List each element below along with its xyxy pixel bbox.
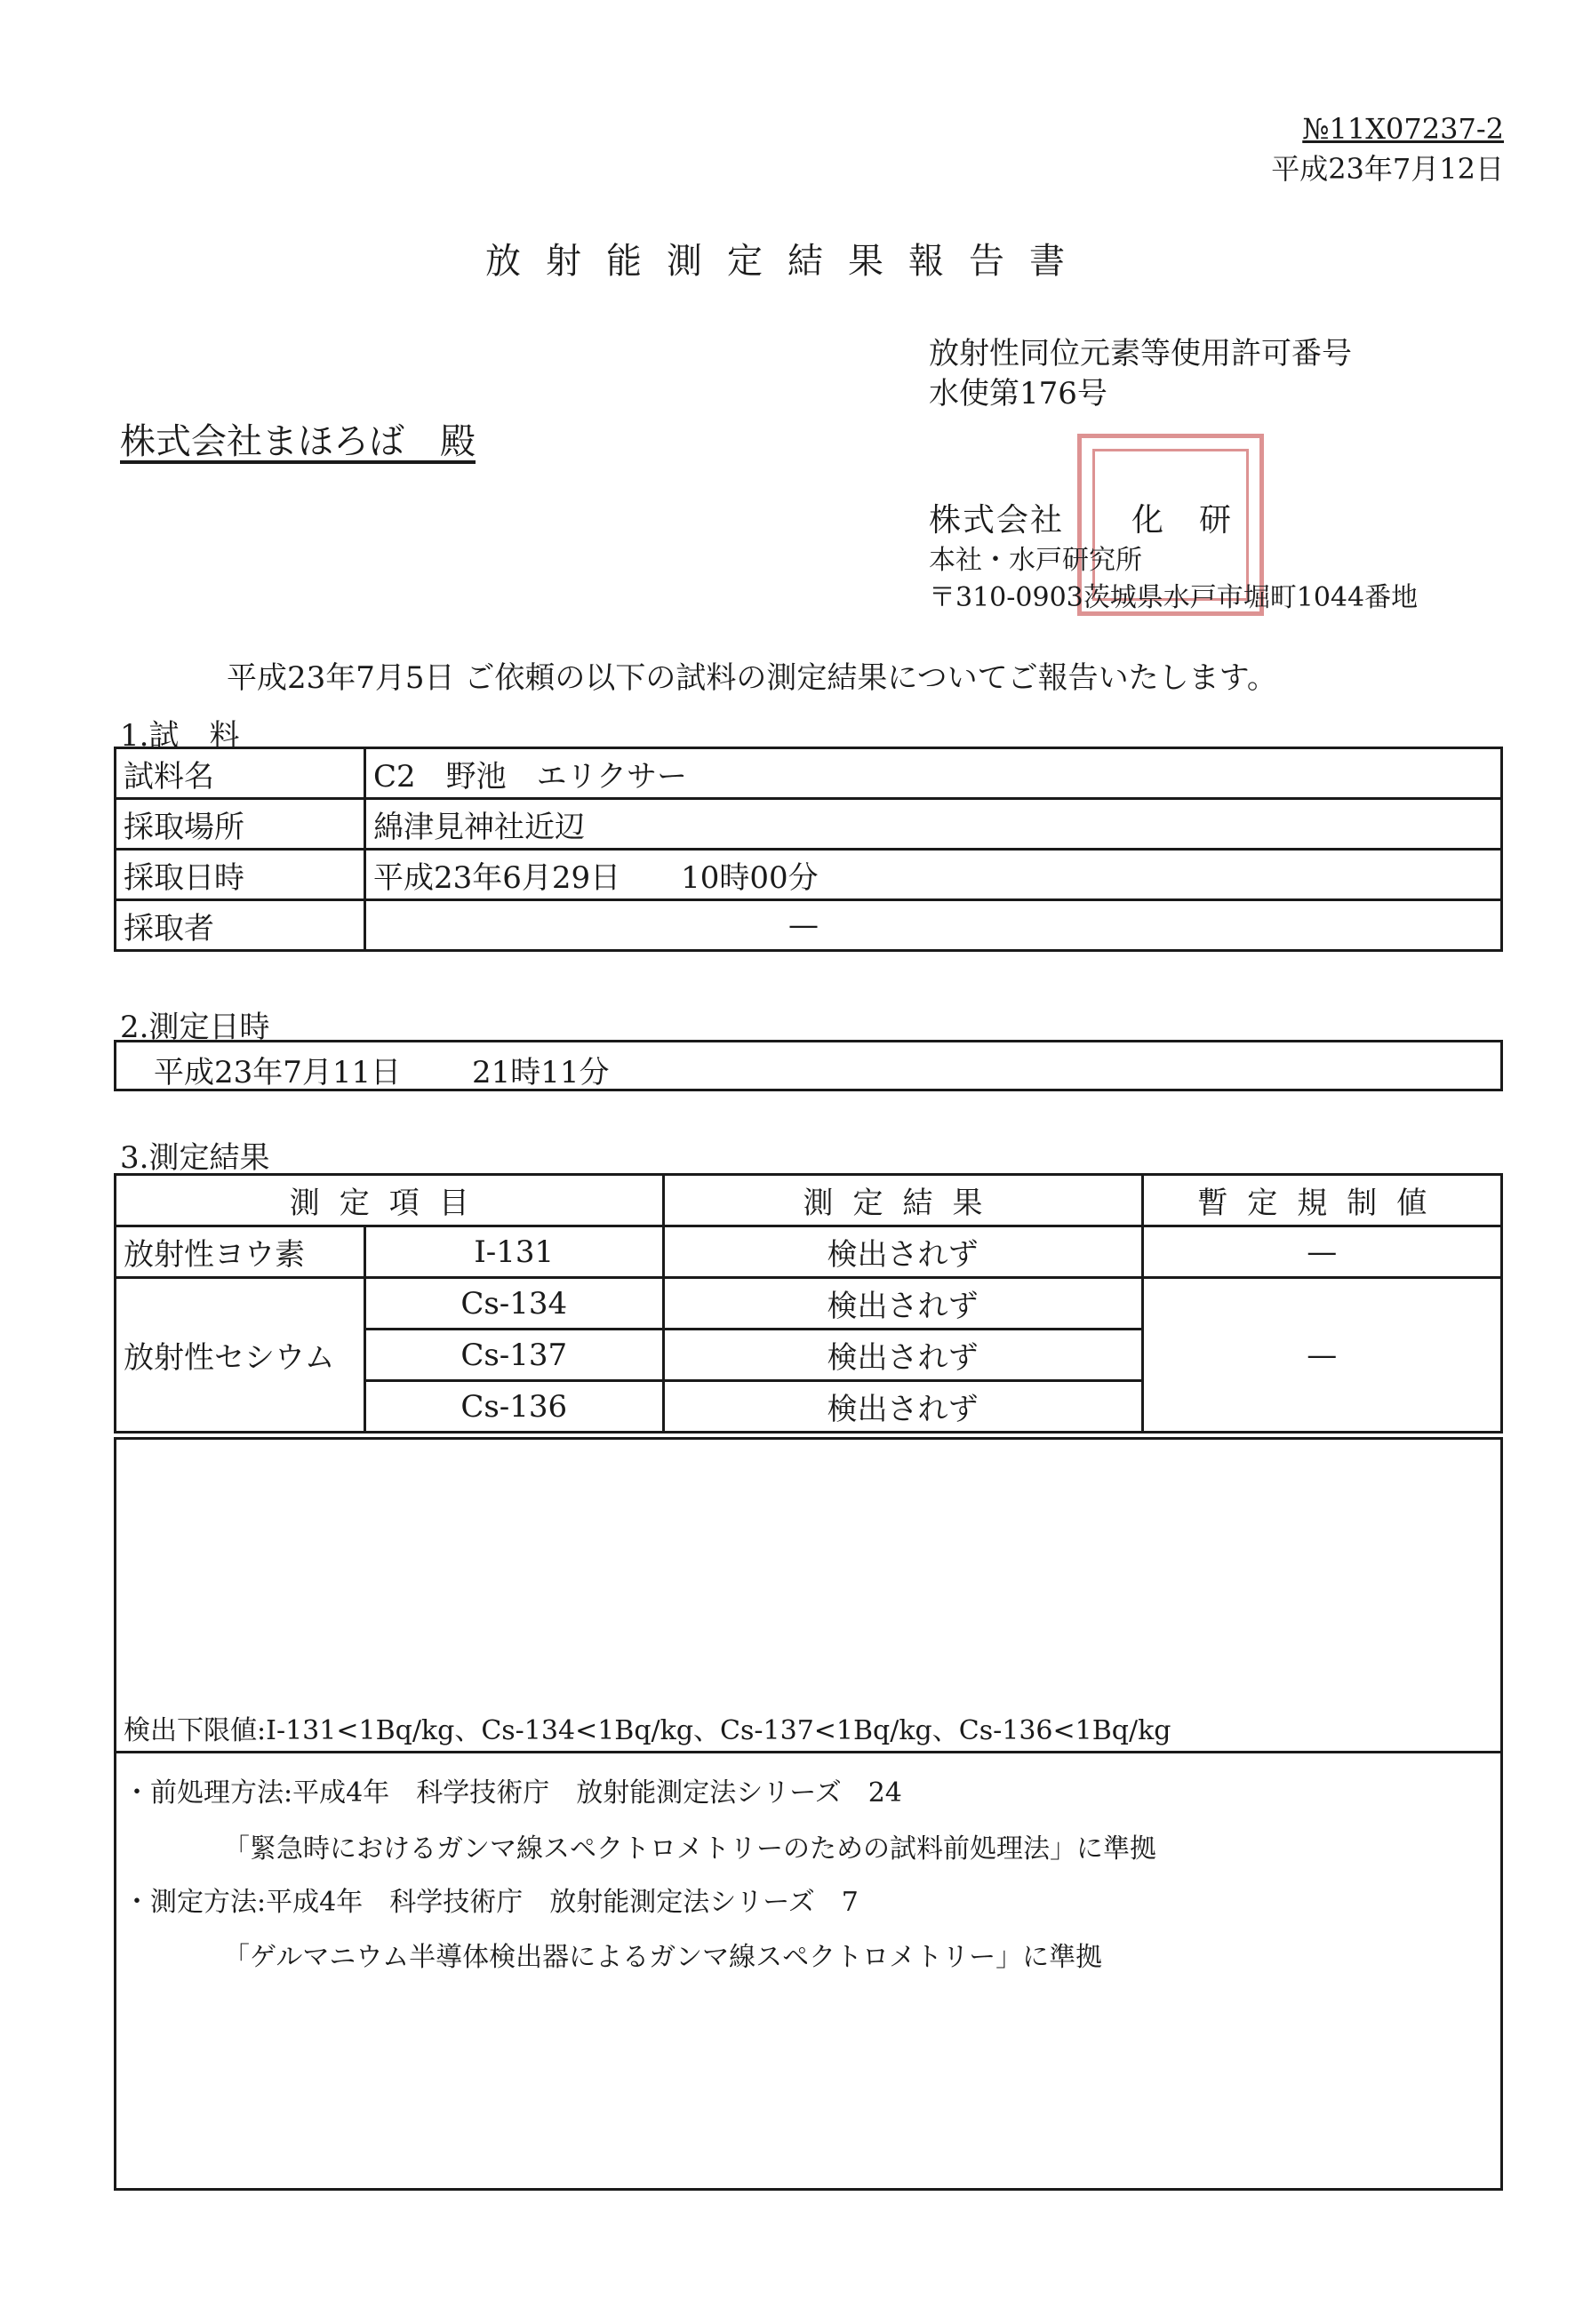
cesium-result: 検出されず	[663, 1381, 1142, 1433]
issuer-address: 〒310-0903茨城県水戸市堀町1044番地	[929, 582, 1419, 613]
cesium-nuclide: Cs-137	[365, 1330, 664, 1381]
sampler-value: —	[365, 900, 1502, 951]
cesium-result: 検出されず	[663, 1278, 1142, 1330]
section-3-heading: 3.測定結果	[120, 1140, 270, 1176]
cesium-nuclide: Cs-134	[365, 1278, 664, 1330]
iodine-limit: —	[1142, 1226, 1502, 1278]
table-row	[116, 748, 1502, 799]
table-row	[116, 1226, 1502, 1278]
results-table	[114, 1173, 1503, 1434]
cesium-limit: —	[1142, 1278, 1502, 1433]
cesium-nuclide: Cs-136	[365, 1381, 664, 1433]
measurement-datetime-box	[114, 1040, 1503, 1091]
iodine-group: 放射性ヨウ素	[116, 1226, 365, 1278]
method-line-1: ・測定方法:平成4年 科学技術庁 放射能測定法シリーズ 7	[124, 1887, 859, 1918]
pretreatment-line-1: ・前処理方法:平成4年 科学技術庁 放射能測定法シリーズ 24	[124, 1777, 902, 1809]
recipient: 株式会社まほろば 殿	[120, 421, 476, 462]
cesium-group: 放射性セシウム	[116, 1278, 365, 1433]
sample-name-label: 試料名	[116, 748, 365, 799]
notes-box	[114, 1437, 1503, 2191]
table-row	[116, 850, 1502, 900]
license-number: 水使第176号	[929, 376, 1107, 411]
header-item: 測定項目	[116, 1175, 664, 1226]
issuer-branch: 本社・水戸研究所	[929, 545, 1142, 576]
table-row	[116, 1278, 1502, 1330]
sample-table	[114, 747, 1503, 952]
table-row	[116, 900, 1502, 951]
iodine-nuclide: I-131	[365, 1226, 664, 1278]
license-label: 放射性同位元素等使用許可番号	[929, 336, 1352, 371]
measurement-time: 21時11分	[472, 1055, 610, 1090]
cesium-result: 検出されず	[663, 1330, 1142, 1381]
issuer-company: 株式会社 化 研	[929, 502, 1234, 539]
document-number: №11X07237-2	[1302, 112, 1504, 146]
method-line-2: 「ゲルマニウム半導体検出器によるガンマ線スペクトロメトリー」に準拠	[223, 1942, 1103, 1973]
intro-text: 平成23年7月5日 ご依頼の以下の試料の測定結果についてご報告いたします。	[227, 660, 1277, 696]
section-2-heading: 2.測定日時	[120, 1010, 270, 1045]
pretreatment-line-2: 「緊急時におけるガンマ線スペクトロメトリーのための試料前処理法」に準拠	[223, 1833, 1156, 1865]
sampling-datetime-value: 平成23年6月29日 10時00分	[365, 850, 1502, 900]
header-limit: 暫定規制値	[1142, 1175, 1502, 1226]
sampling-datetime-label: 採取日時	[116, 850, 365, 900]
detection-limit: 検出下限値:I-131<1Bq/kg、Cs-134<1Bq/kg、Cs-137<1Bq/kg、Cs-136<1Bq/kg	[124, 1715, 1171, 1746]
issue-date: 平成23年7月12日	[1271, 152, 1504, 186]
header-result: 測定結果	[663, 1175, 1142, 1226]
table-header-row	[116, 1175, 1502, 1226]
sampling-place-value: 綿津見神社近辺	[365, 799, 1502, 850]
sampler-label: 採取者	[116, 900, 365, 951]
page-title: 放射能測定結果報告書	[485, 241, 1090, 282]
table-row	[116, 799, 1502, 850]
measurement-date: 平成23年7月11日	[154, 1055, 402, 1090]
sample-name-value: C2 野池 エリクサー	[365, 748, 1502, 799]
divider	[116, 1751, 1500, 1753]
section-1-heading: 1.試 料	[120, 718, 240, 754]
sampling-place-label: 採取場所	[116, 799, 365, 850]
iodine-result: 検出されず	[663, 1226, 1142, 1278]
